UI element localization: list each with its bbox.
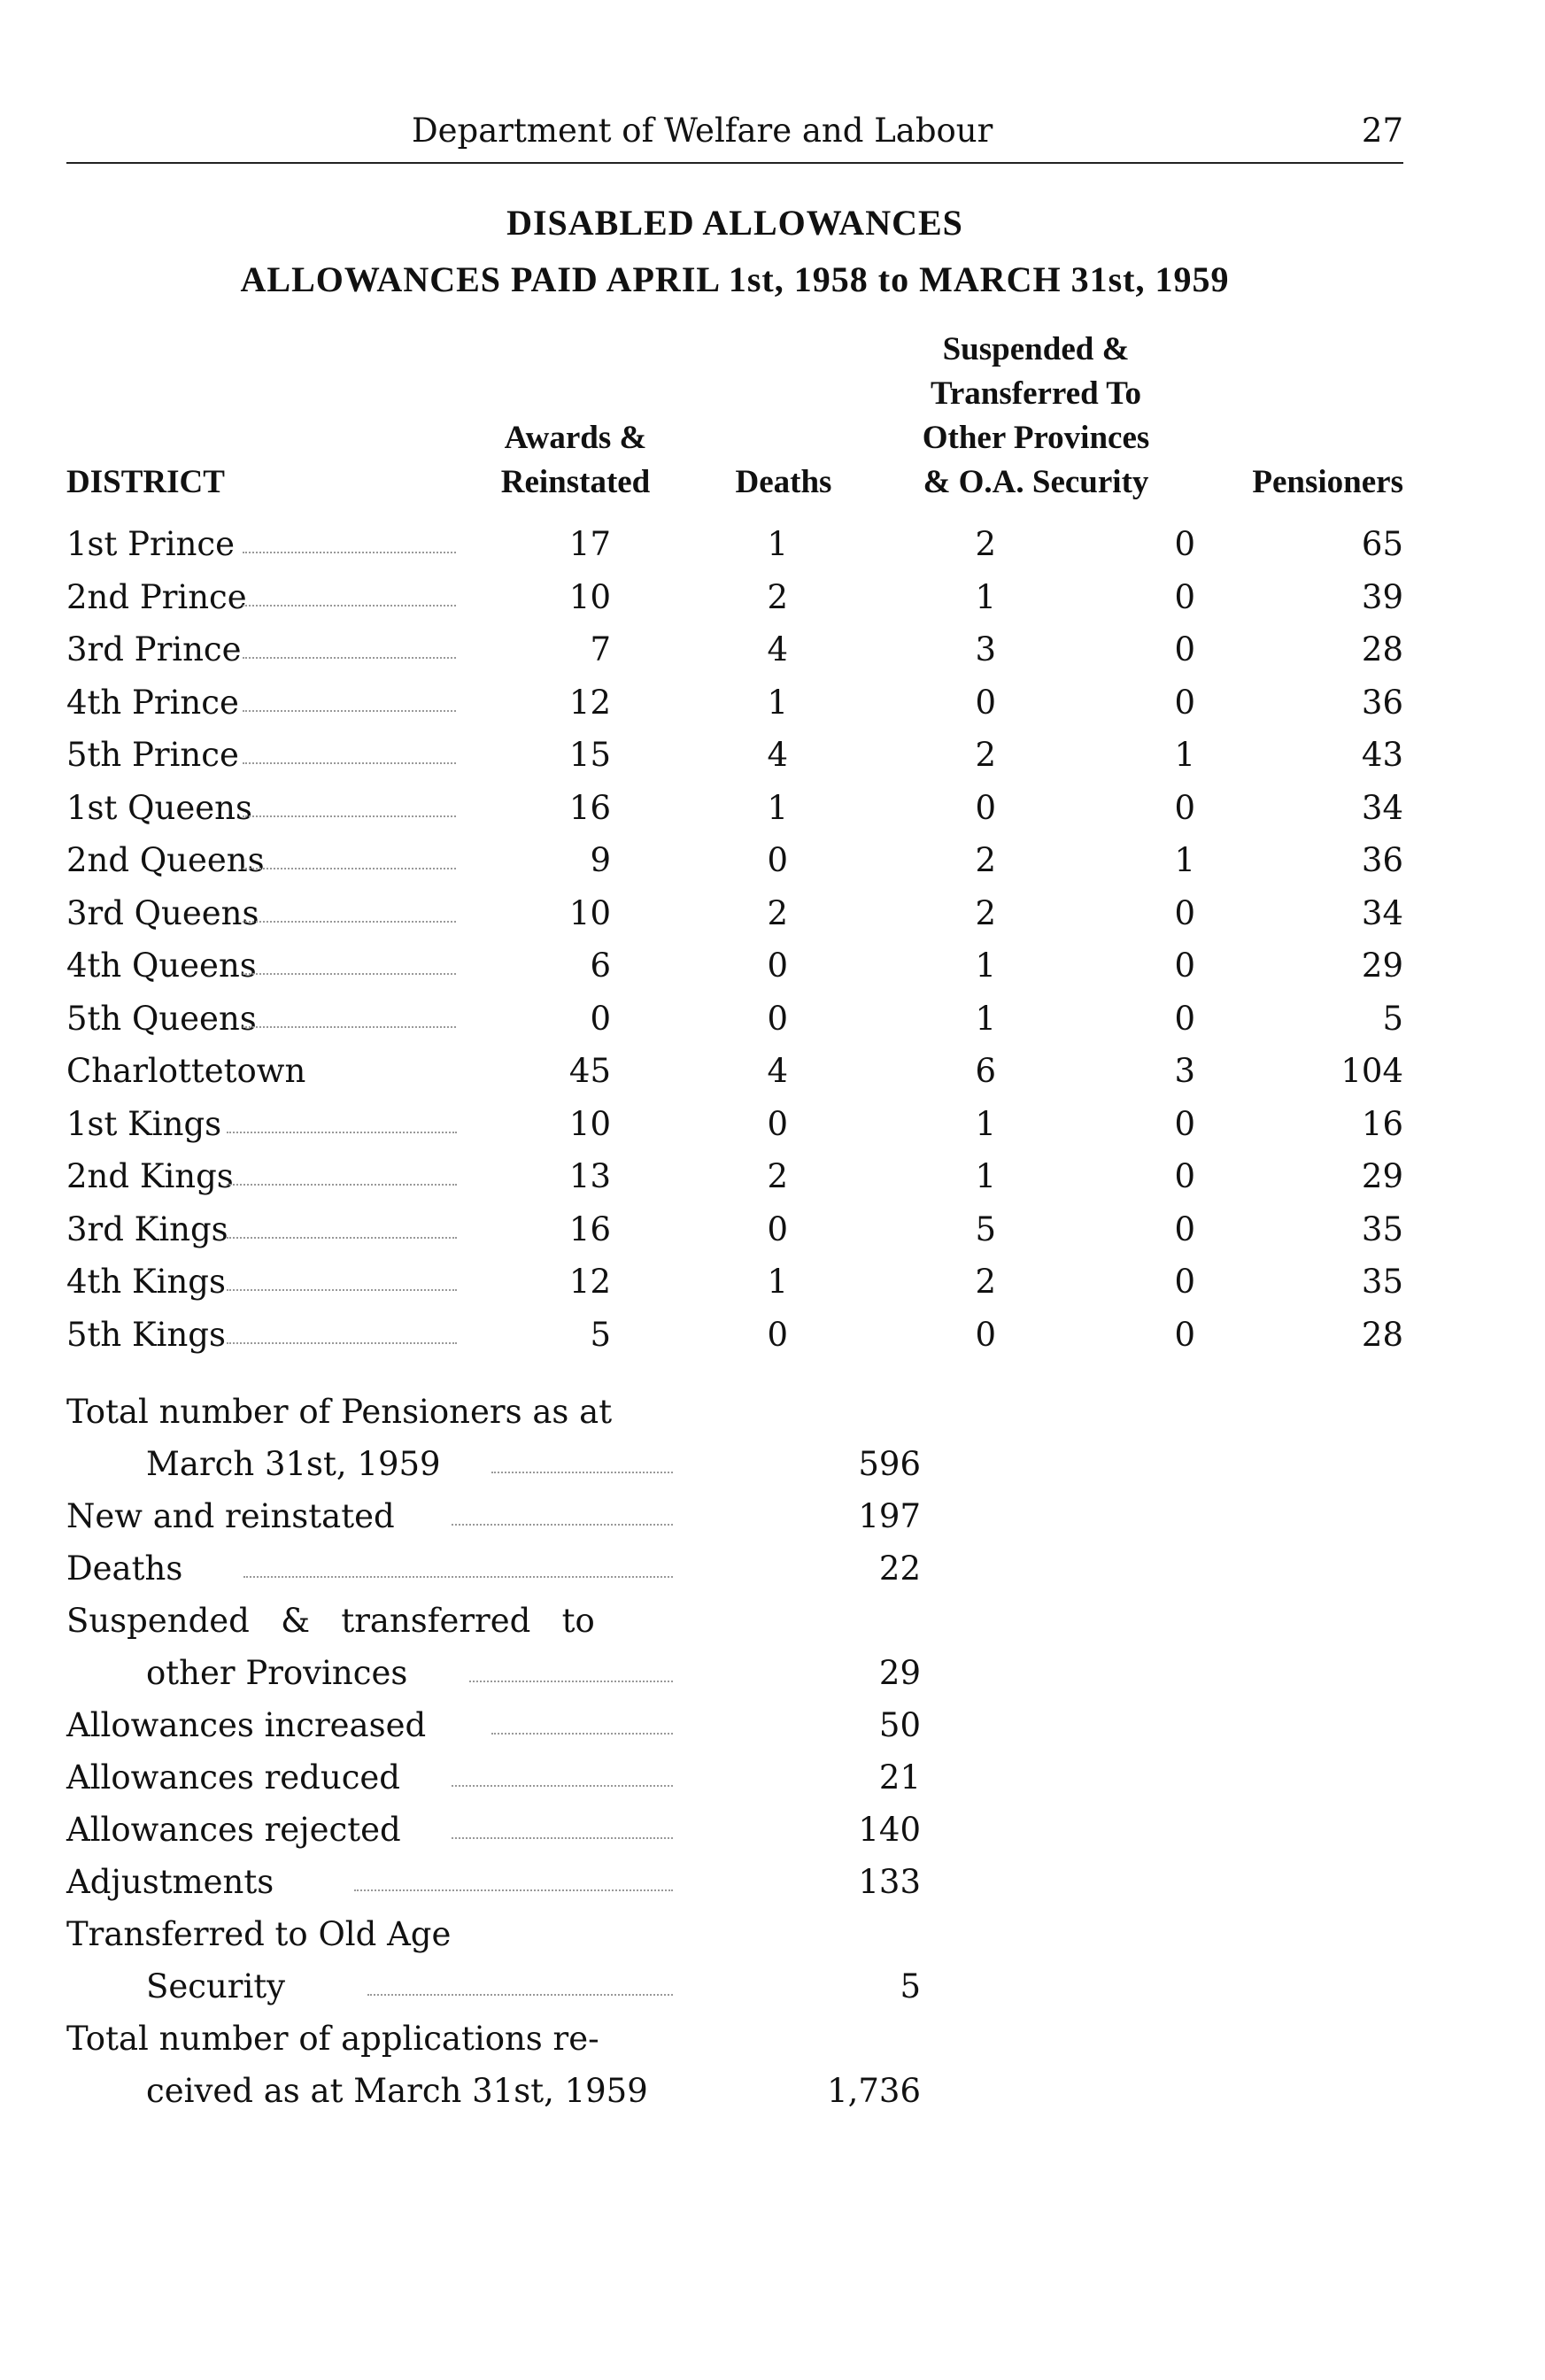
deaths-value: 4 <box>767 1052 788 1090</box>
table-row <box>0 1098 1545 1150</box>
dot-leader <box>243 973 456 975</box>
district-name: 1st Prince <box>66 525 236 563</box>
pensioners-value: 39 <box>1361 578 1403 616</box>
dot-leader <box>227 1132 457 1133</box>
table-row <box>0 1256 1545 1308</box>
suspended-value: 2 <box>975 1263 996 1301</box>
summary-leader <box>452 1524 673 1526</box>
summary-applications-line2: ceived as at March 31st, 1959 <box>146 2072 648 2110</box>
awards-value: 0 <box>590 1000 611 1038</box>
awards-value: 16 <box>568 1210 611 1248</box>
page-number: 27 <box>1361 112 1403 150</box>
oa-security-value: 0 <box>1174 894 1195 932</box>
summary-suspended-value: 29 <box>878 1654 921 1692</box>
oa-security-value: 0 <box>1174 684 1195 722</box>
dot-leader <box>243 605 456 607</box>
summary-oas-value: 5 <box>900 1967 921 2005</box>
table-row <box>0 782 1545 834</box>
running-title: Department of Welfare and Labour <box>412 112 993 150</box>
column-header-suspended-line3: Other Provinces <box>922 420 1150 456</box>
suspended-value: 1 <box>975 1105 996 1143</box>
column-header-awards <box>460 416 691 505</box>
summary-increased-value: 50 <box>878 1706 921 1744</box>
page-subtitle: ALLOWANCES PAID APRIL 1st, 1958 to MARCH 31st, 1959 <box>240 259 1230 299</box>
district-name: 4th Queens <box>66 947 257 985</box>
summary-total-pensioners-line1: Total number of Pensioners as at <box>66 1393 613 1431</box>
deaths-value: 2 <box>767 1157 788 1195</box>
district-name: 3rd Queens <box>66 894 259 932</box>
summary-leader <box>354 1889 673 1891</box>
summary-leader <box>469 1681 673 1682</box>
column-header-pensioners: Pensioners <box>1252 464 1403 500</box>
dot-leader <box>243 868 456 869</box>
suspended-value: 2 <box>975 736 996 774</box>
district-name: 5th Prince <box>66 736 239 774</box>
column-header-suspended-line4: & O.A. Security <box>923 464 1149 500</box>
deaths-value: 2 <box>767 894 788 932</box>
suspended-value: 3 <box>975 630 996 668</box>
summary-leader <box>243 1576 673 1578</box>
column-header-awards-line1: Awards & <box>504 420 647 456</box>
table-row <box>0 1045 1545 1097</box>
column-header-deaths: Deaths <box>735 464 832 500</box>
awards-value: 13 <box>568 1157 611 1195</box>
summary-deaths-label: Deaths <box>66 1549 183 1588</box>
suspended-value: 2 <box>975 525 996 563</box>
deaths-value: 2 <box>767 578 788 616</box>
awards-value: 16 <box>568 789 611 827</box>
deaths-value: 1 <box>767 789 788 827</box>
oa-security-value: 3 <box>1174 1052 1195 1090</box>
column-header-suspended-line2: Transferred To <box>930 375 1142 412</box>
pensioners-value: 35 <box>1361 1210 1403 1248</box>
suspended-value: 1 <box>975 1000 996 1038</box>
table-row <box>0 518 1545 570</box>
pensioners-value: 16 <box>1361 1105 1403 1143</box>
oa-security-value: 0 <box>1174 630 1195 668</box>
district-name: 4th Kings <box>66 1263 226 1301</box>
district-name: 2nd Kings <box>66 1157 234 1195</box>
awards-value: 10 <box>568 1105 611 1143</box>
dot-leader <box>243 710 456 712</box>
oa-security-value: 0 <box>1174 578 1195 616</box>
table-row <box>0 1309 1545 1361</box>
suspended-value: 0 <box>975 1316 996 1354</box>
dot-leader <box>243 762 456 764</box>
table-row <box>0 676 1545 729</box>
summary-adjustments-label: Adjustments <box>66 1863 274 1901</box>
suspended-value: 2 <box>975 894 996 932</box>
suspended-value: 1 <box>975 578 996 616</box>
suspended-value: 0 <box>975 684 996 722</box>
summary-applications-line1: Total number of applications re- <box>66 2020 599 2058</box>
column-header-awards-line2: Reinstated <box>500 464 651 500</box>
suspended-value: 5 <box>975 1210 996 1248</box>
pensioners-value: 28 <box>1361 630 1403 668</box>
table-row <box>0 571 1545 623</box>
pensioners-value: 36 <box>1361 841 1403 879</box>
suspended-value: 0 <box>975 789 996 827</box>
dot-leader <box>243 1026 456 1028</box>
awards-value: 12 <box>568 1263 611 1301</box>
pensioners-value: 28 <box>1361 1316 1403 1354</box>
oa-security-value: 0 <box>1174 1157 1195 1195</box>
summary-suspended-line1: Suspended & transferred to <box>66 1602 595 1640</box>
dot-leader <box>243 921 456 923</box>
pensioners-value: 34 <box>1361 894 1403 932</box>
deaths-value: 4 <box>767 736 788 774</box>
district-name: 1st Queens <box>66 789 252 827</box>
table-row <box>0 623 1545 676</box>
table-row <box>0 1150 1545 1202</box>
column-header-suspended <box>872 328 1200 505</box>
summary-adjustments-value: 133 <box>858 1863 921 1901</box>
awards-value: 10 <box>568 578 611 616</box>
district-name: 3rd Kings <box>66 1210 228 1248</box>
pensioners-value: 36 <box>1361 684 1403 722</box>
deaths-value: 1 <box>767 684 788 722</box>
dot-leader <box>243 552 456 553</box>
summary-leader <box>452 1837 673 1839</box>
pensioners-value: 29 <box>1361 947 1403 985</box>
suspended-value: 2 <box>975 841 996 879</box>
summary-suspended-line2: other Provinces <box>146 1654 408 1692</box>
summary-new-reinstated-label: New and reinstated <box>66 1497 395 1535</box>
oa-security-value: 0 <box>1174 1316 1195 1354</box>
district-name: 4th Prince <box>66 684 239 722</box>
summary-oas-line2: Security <box>146 1967 286 2005</box>
deaths-value: 0 <box>767 1105 788 1143</box>
summary-reduced-value: 21 <box>878 1758 921 1797</box>
page-header <box>66 112 1403 161</box>
dot-leader <box>227 1289 457 1291</box>
page-title: DISABLED ALLOWANCES <box>506 203 963 243</box>
summary-rejected-label: Allowances rejected <box>66 1811 401 1849</box>
summary-oas-line1: Transferred to Old Age <box>66 1915 452 1953</box>
table-row <box>0 834 1545 886</box>
awards-value: 15 <box>568 736 611 774</box>
dot-leader <box>227 1342 457 1344</box>
district-name: Charlottetown <box>66 1052 306 1090</box>
summary-deaths-value: 22 <box>878 1549 921 1588</box>
column-header-district: DISTRICT <box>66 464 225 500</box>
deaths-value: 0 <box>767 947 788 985</box>
oa-security-value: 0 <box>1174 1105 1195 1143</box>
oa-security-value: 0 <box>1174 1000 1195 1038</box>
deaths-value: 0 <box>767 841 788 879</box>
dot-leader <box>227 1184 457 1186</box>
summary-rejected-value: 140 <box>858 1811 921 1849</box>
deaths-value: 1 <box>767 525 788 563</box>
oa-security-value: 0 <box>1174 1263 1195 1301</box>
dot-leader <box>243 815 456 817</box>
district-name: 2nd Queens <box>66 841 265 879</box>
summary-reduced-label: Allowances reduced <box>66 1758 400 1797</box>
deaths-value: 0 <box>767 1210 788 1248</box>
district-name: 2nd Prince <box>66 578 247 616</box>
summary-new-reinstated-value: 197 <box>858 1497 921 1535</box>
suspended-value: 1 <box>975 1157 996 1195</box>
summary-leader <box>452 1785 673 1787</box>
awards-value: 5 <box>590 1316 611 1354</box>
table-row <box>0 729 1545 781</box>
awards-value: 12 <box>568 684 611 722</box>
awards-value: 7 <box>590 630 611 668</box>
suspended-value: 6 <box>975 1052 996 1090</box>
deaths-value: 0 <box>767 1316 788 1354</box>
awards-value: 45 <box>568 1052 611 1090</box>
column-header-suspended-line1: Suspended & <box>942 331 1130 367</box>
suspended-value: 1 <box>975 947 996 985</box>
summary-total-pensioners-value: 596 <box>858 1445 921 1483</box>
table-row <box>0 993 1545 1045</box>
oa-security-value: 1 <box>1174 841 1195 879</box>
pensioners-value: 43 <box>1361 736 1403 774</box>
deaths-value: 4 <box>767 630 788 668</box>
oa-security-value: 0 <box>1174 525 1195 563</box>
table-row <box>0 939 1545 992</box>
summary-increased-label: Allowances increased <box>66 1706 427 1744</box>
pensioners-value: 29 <box>1361 1157 1403 1195</box>
summary-leader <box>367 1994 673 1996</box>
pensioners-value: 104 <box>1340 1052 1403 1090</box>
deaths-value: 1 <box>767 1263 788 1301</box>
oa-security-value: 0 <box>1174 789 1195 827</box>
district-name: 1st Kings <box>66 1105 222 1143</box>
summary-applications-value: 1,736 <box>827 2072 921 2110</box>
deaths-value: 0 <box>767 1000 788 1038</box>
oa-security-value: 0 <box>1174 1210 1195 1248</box>
table-row <box>0 887 1545 939</box>
awards-value: 9 <box>590 841 611 879</box>
dot-leader <box>243 657 456 659</box>
oa-security-value: 0 <box>1174 947 1195 985</box>
header-rule <box>66 162 1403 164</box>
summary-total-pensioners-line2: March 31st, 1959 <box>146 1445 441 1483</box>
awards-value: 17 <box>568 525 611 563</box>
summary-leader <box>491 1733 673 1735</box>
district-name: 5th Queens <box>66 1000 257 1038</box>
district-name: 3rd Prince <box>66 630 242 668</box>
pensioners-value: 34 <box>1361 789 1403 827</box>
awards-value: 10 <box>568 894 611 932</box>
awards-value: 6 <box>590 947 611 985</box>
oa-security-value: 1 <box>1174 736 1195 774</box>
table-row <box>0 1203 1545 1256</box>
dot-leader <box>227 1237 457 1239</box>
pensioners-value: 35 <box>1361 1263 1403 1301</box>
summary-leader <box>491 1472 673 1473</box>
pensioners-value: 5 <box>1382 1000 1403 1038</box>
district-name: 5th Kings <box>66 1316 226 1354</box>
pensioners-value: 65 <box>1361 525 1403 563</box>
